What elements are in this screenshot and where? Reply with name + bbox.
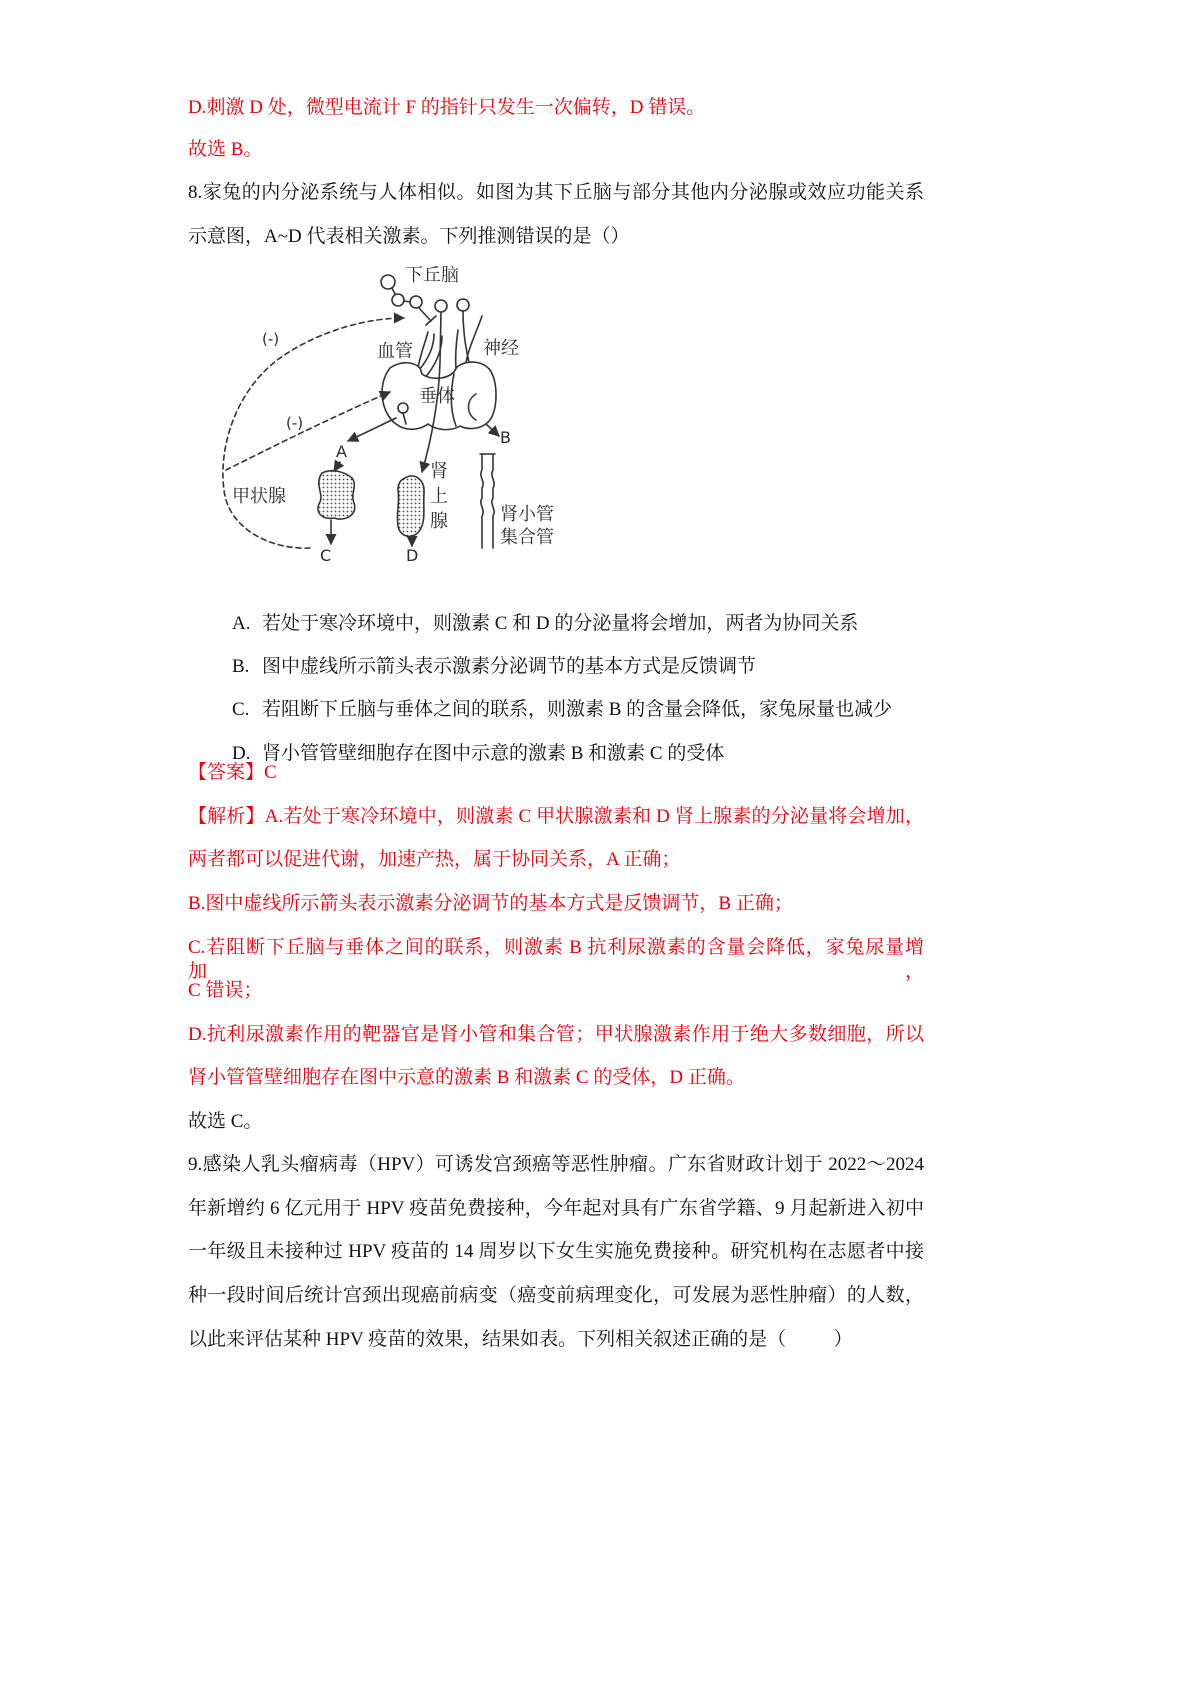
q8-answer — [188, 761, 924, 785]
option-label: A. — [232, 613, 251, 634]
q9-stem-line-2: 年新增约 6 亿元用于 HPV 疫苗免费接种，今年起对具有广东省学籍、9 月起新进入初中 — [188, 1198, 924, 1219]
prev-explanation-d: D.刺激 D 处，微型电流计 F 的指针只发生一次偏转，D 错误。 — [188, 97, 706, 118]
arrow-pituitary-to-b — [486, 424, 499, 436]
axon-terminal — [419, 308, 436, 325]
neuron-connection — [404, 301, 410, 302]
q9-stem-line-4: 种一段时间后统计宫颈出现癌前病变（癌变前病理变化，可发展为恶性肿瘤）的人数， — [188, 1285, 924, 1306]
label-blood-vessel: 血管 — [377, 341, 413, 362]
hypothalamus-neuron — [410, 296, 422, 308]
label-hormone-a: A — [336, 442, 347, 461]
option-label: B. — [232, 656, 250, 677]
thyroid-gland — [318, 471, 355, 519]
q8-stem-line-1: 8.家兔的内分泌系统与人体相似。如图为其下丘脑与部分其他内分泌腺或效应功能关系 — [188, 182, 924, 203]
label-renal-tubule: 肾小管 — [500, 504, 554, 525]
pituitary-stalk-left — [418, 332, 428, 368]
label-hypothalamus: 下丘脑 — [405, 265, 459, 286]
feedback-arrow-to-pituitary — [226, 392, 390, 470]
hypothalamus-neuron — [392, 294, 404, 306]
option-label: D. — [232, 743, 251, 764]
q9-stem-line-5: 以此来评估某种 HPV 疫苗的效果，结果如表。下列相关叙述正确的是（ ） — [188, 1329, 853, 1350]
arrow-pituitary-to-a — [348, 418, 396, 441]
option-text: 肾小管管壁细胞存在图中示意的激素 B 和激素 C 的受体 — [262, 743, 725, 764]
q8-analysis-line-2: 两者都可以促进代谢，加速产热，属于协同关系，A 正确； — [188, 849, 681, 870]
label-inhibit-pituitary: (-) — [286, 414, 304, 432]
label-adrenal: 肾上腺 — [427, 461, 448, 536]
hypothalamus-neuron — [457, 299, 469, 311]
arrow-a-to-thyroid — [334, 462, 340, 471]
answer-value: C — [264, 762, 277, 783]
label-hormone-b: B — [500, 428, 511, 447]
option-text: 若处于寒冷环境中，则激素 C 和 D 的分泌量将会增加，两者为协同关系 — [262, 613, 859, 634]
option-text: 图中虚线所示箭头表示激素分泌调节的基本方式是反馈调节 — [262, 656, 757, 677]
label-thyroid: 甲状腺 — [232, 486, 286, 507]
label-nerve: 神经 — [483, 338, 519, 359]
endocrine-diagram — [210, 258, 560, 578]
q8-analysis-line-7: 肾小管管壁细胞存在图中示意的激素 B 和激素 C 的受体，D 正确。 — [188, 1067, 745, 1088]
label-hormone-c: C — [320, 546, 332, 565]
q9-stem-line-1: 9.感染人乳头瘤病毒（HPV）可诱发宫颈癌等恶性肿瘤。广东省财政计划于 2022～2024 — [188, 1154, 924, 1175]
analysis-tag: 【解析】 — [188, 806, 265, 827]
q8-analysis-line-1 — [188, 805, 924, 829]
label-inhibit-hypothalamus: (-) — [262, 330, 280, 348]
option-label: C. — [232, 699, 250, 720]
neuron-connection — [392, 288, 395, 294]
q8-conclusion: 故选 C。 — [188, 1111, 263, 1132]
q8-analysis-line-4: C.若阻断下丘脑与垂体之间的联系，则激素 B 抗利尿激素的含量会降低，家兔尿量增加， — [188, 937, 924, 982]
analysis-text: A.若处于寒冷环境中，则激素 C 甲状腺激素和 D 肾上腺素的分泌量将会增加， — [264, 806, 924, 827]
prev-conclusion: 故选 B。 — [188, 139, 263, 160]
hypothalamus-neuron — [435, 300, 447, 312]
q9-stem-line-3: 一年级且未接种过 HPV 疫苗的 14 周岁以下女生实施免费接种。研究机构在志愿者中接 — [188, 1241, 924, 1262]
q8-analysis-line-5: C 错误； — [188, 980, 263, 1001]
label-hormone-d: D — [406, 546, 419, 565]
adrenal-gland — [397, 476, 424, 536]
answer-tag: 【答案】 — [188, 762, 265, 783]
renal-tubule-wall — [492, 454, 494, 548]
renal-tubule-wall — [481, 454, 483, 548]
q8-stem-line-2: 示意图，A~D 代表相关激素。下列推测错误的是（） — [188, 226, 630, 247]
hypothalamus-neuron — [381, 275, 395, 289]
label-collecting-duct: 集合管 — [500, 527, 554, 548]
q8-analysis-line-6: D.抗利尿激素作用的靶器官是肾小管和集合管；甲状腺激素作用于绝大多数细胞，所以 — [188, 1024, 924, 1045]
option-text: 若阻断下丘脑与垂体之间的联系，则激素 B 的含量会降低，家兔尿量也减少 — [262, 699, 893, 720]
q8-analysis-line-3: B.图中虚线所示箭头表示激素分泌调节的基本方式是反馈调节，B 正确； — [188, 893, 793, 914]
pituitary-stalk-right — [456, 330, 458, 370]
label-pituitary: 垂体 — [419, 386, 455, 407]
